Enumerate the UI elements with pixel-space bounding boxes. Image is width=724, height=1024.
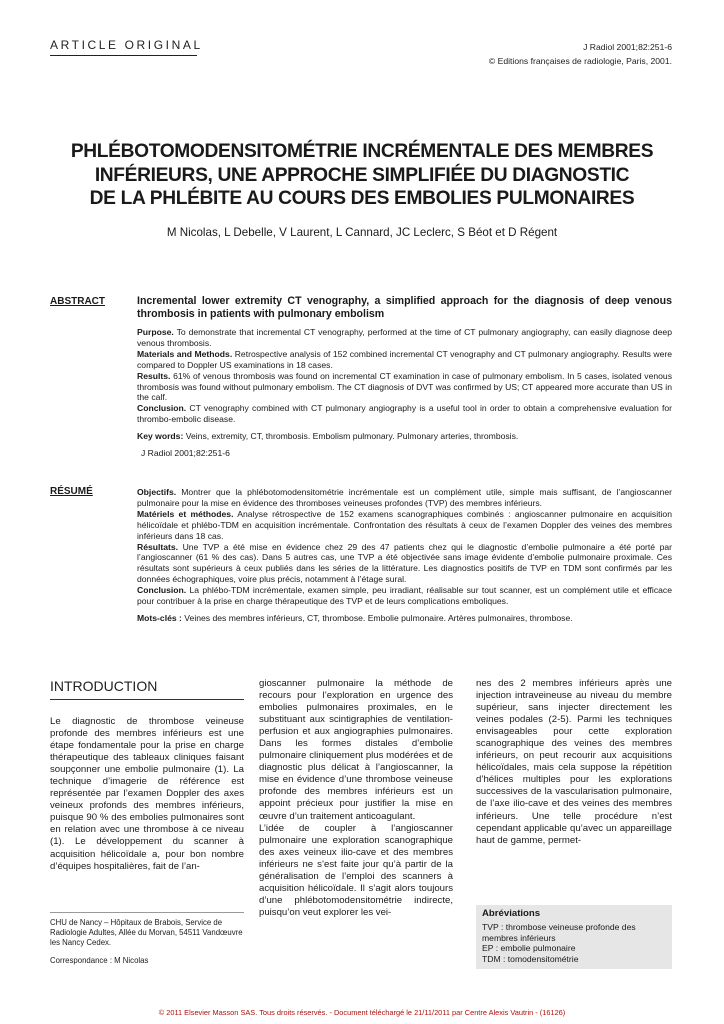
abbreviation-item: EP : embolie pulmonaire [482, 943, 576, 954]
abbreviations-box [476, 905, 672, 969]
resume-block [137, 487, 672, 624]
keywords-label: Key words: [137, 431, 184, 442]
abbreviations-heading: Abréviations [482, 908, 541, 919]
resume-motscles [137, 613, 672, 624]
download-footer: © 2011 Elsevier Masson SAS. Tous droits réservés. - Document téléchargé le 21/11/2011 par Centre Alexis Vautrin - (16126) [158, 1008, 566, 1017]
resume-resultats [137, 542, 672, 586]
objectifs-label: Objectifs. [137, 487, 177, 497]
introduction-rule [50, 699, 244, 700]
article-title [40, 140, 684, 211]
affiliation-block [50, 918, 244, 966]
publisher-line: © Editions françaises de radiologie, Paris, 2001. [488, 56, 672, 66]
abstract-block [137, 295, 672, 459]
methodes-label: Matériels et méthodes. [137, 508, 234, 519]
abbreviation-item: TDM : tomodensitométrie [482, 953, 579, 964]
affiliation-rule [50, 912, 244, 913]
journal-citation: J Radiol 2001;82:251-6 [583, 42, 672, 52]
abstract-label: ABSTRACT [50, 296, 105, 307]
methods-label: Materials and Methods. [137, 348, 233, 359]
objectifs-text: Montrer que la phlébotomodensitométrie incrémentale est un complément utile, simple mais suffisant, de l’angioscanner pulmonaire pour la mise en évidence des thromboses veineuses profondes (TVP) des membres inférieurs. [137, 487, 672, 508]
resume-conclusion [137, 585, 672, 607]
abbreviation-item: TVP : thrombose veineuse profonde des membres inférieurs [482, 922, 636, 943]
title-line-3: DE LA PHLÉBITE AU COURS DES EMBOLIES PULMONAIRES [89, 188, 635, 209]
resume-label: RÉSUMÉ [50, 486, 93, 497]
intro-paragraph-4: nes des 2 membres inférieurs après une injection intraveineuse au niveau du membre supérieur, sans injecter directement les veines podales (2-5). Parmi les techniques envisageables pour cette exploration scanographique des veines des membres inférieurs, on peut recourir aux acquisitions hélicoïdales, mais cela suppose la répétition d’hélices multiples pour les explorations successives de la vascularisation pulmonaire, de l’axe ilio-cave et des veines des membres inférieurs. Une telle procédure n’est cependant applicable qu’avec un appareillage haut de gamme, permet- [476, 678, 672, 846]
resume-conclusion-text: La phlébo-TDM incrémentale, examen simple, peu irradiant, réalisable sur tout scanner, est un complément utile et efficace pour contribuer à la prise en charge thérapeutique des TVP et de leurs complications emboliques. [137, 585, 672, 607]
resume-objectifs [137, 487, 672, 509]
purpose-text: To demonstrate that incremental CT venography, performed at the time of CT pulmonary angiography, can easily diagnose deep venous thrombosis. [137, 327, 672, 348]
title-line-1: PHLÉBOTOMODENSITOMÉTRIE INCRÉMENTALE DES MEMBRES [70, 141, 654, 162]
conclusion-label: Conclusion. [137, 403, 187, 414]
motscles-label: Mots-clés : [137, 612, 182, 623]
section-kicker: ARTICLE ORIGINAL [50, 38, 203, 52]
introduction-heading: INTRODUCTION [50, 678, 158, 694]
title-line-2: INFÉRIEURS, UNE APPROCHE SIMPLIFIÉE DU DIAGNOSTIC [94, 164, 630, 186]
intro-paragraph-1: Le diagnostic de thrombose veineuse profonde des membres inférieurs est une étape fondamentale pour la prise en charge thérapeutique des tableaux cliniques faisant soupçonner une embolie pulmonaire (1). La technique d’imagerie de référence est représentée par l’examen Doppler des axes veineux profonds des membres inférieurs, puisque 90 % des embolies pulmonaires sont en relation avec une thrombose à ce niveau (1). Le développement du scanner à acquisition hélicoïdale a, pour bon nombre d’équipes hospitalières, fait de l’an- [50, 716, 244, 872]
intro-paragraph-2: gioscanner pulmonaire la méthode de recours pour l’exploration en urgence des embolies pulmonaires proximales, en le substituant aux scintigraphies de ventilation-perfusion et aux angiographies pulmonaires. Dans les formes distales d’embolie pulmonaire cliniquement plus modérées et de diagnostic plus délicat à l’angioscanner, la mise en évidence d’une thrombose veineuse profonde des membres inférieurs est un appoint précieux pour justifier la mise en œuvre d’un traitement anticoagulant. [259, 678, 453, 822]
body-column-3 [476, 678, 672, 847]
motscles-text: Veines des membres inférieurs, CT, thrombose. Embolie pulmonaire. Artères pulmonaires, thrombose. [184, 612, 573, 623]
purpose-label: Purpose. [137, 327, 174, 337]
resultats-label: Résultats. [137, 541, 179, 552]
abstract-citation: J Radiol 2001;82:251-6 [141, 448, 230, 459]
correspondence: Correspondance : M Nicolas [50, 956, 149, 965]
resume-conclusion-label: Conclusion. [137, 585, 187, 596]
resume-methodes [137, 509, 672, 542]
kicker-underline [50, 55, 197, 56]
body-column-2 [259, 678, 453, 919]
keywords-text: Veins, extremity, CT, thrombosis. Embolism pulmonary. Pulmonary arteries, thrombosis. [185, 431, 519, 442]
intro-paragraph-3: L’idée de coupler à l’angioscanner pulmonaire une exploration scanographique des axes veineux ilio-cave et des membres inférieurs ne s’est faite jour qu’à partir de la généralisation de l’emploi des scanners à acquisition hélicoïdale. Il s’agit alors toujours d’une phlébotomodensitométrie indirecte, puisqu’on veut explorer les vei- [259, 822, 453, 918]
body-column-1 [50, 716, 244, 873]
methods-text: Retrospective analysis of 152 combined incremental CT venography and CT pulmonary angiography. Results were compared to Doppler US examinations in 18 cases. [137, 348, 673, 370]
conclusion-text: CT venography combined with CT pulmonary angiography is a useful tool in order to obtain a comprehensive evaluation for thrombo-embolic disease. [137, 403, 672, 425]
abstract-methods [137, 349, 672, 371]
results-label: Results. [137, 370, 171, 381]
affiliation-address: CHU de Nancy – Hôpitaux de Brabois, Service de Radiologie Adultes, Allée du Morvan, 54511 Vandœuvre les Nancy Cedex. [50, 918, 243, 947]
abstract-results [137, 371, 672, 404]
methodes-text: Analyse rétrospective de 152 examens scanographiques combinés : angioscanner pulmonaire en acquisition hélicoïdale et phlébo-TDM en acquisition incrémentale. Confrontation des résultats à ceux de l’examen Doppler des veines des membres inférieurs dans 18 cas. [137, 508, 672, 541]
abstract-conclusion [137, 403, 672, 425]
author-list: M Nicolas, L Debelle, V Laurent, L Cannard, JC Leclerc, S Béot et D Régent [166, 226, 558, 239]
abstract-keywords [137, 431, 672, 442]
abstract-purpose [137, 327, 672, 349]
abstract-title: Incremental lower extremity CT venography, a simplified approach for the diagnosis of deep venous thrombosis in patients with pulmonary embolism [137, 295, 672, 320]
resultats-text: Une TVP a été mise en évidence chez 29 des 47 patients chez qui le diagnostic d’embolie pulmonaire a été porté par l’angioscanner (61 % des cas). Dans 5 autres cas, une TVP a été objectivée sans image évidente d’embolie pulmonaire proximale. Ces résultats sont supérieurs à ceux publiés dans les séries de la littérature. Les diagnostics positifs de TVP en TDM sont confirmés par les données échographiques, voire plus précis, notamment à l’étage sural. [137, 541, 672, 585]
results-text: 61% of venous thrombosis was found on incremental CT examination in case of pulmonary embolism. In 5 cases, isolated venous thrombosis was found without pulmonary embolism. The CT diagnosis of DVT was confirmed by US; CT appeared more accurate than US in the calf. [137, 370, 672, 403]
